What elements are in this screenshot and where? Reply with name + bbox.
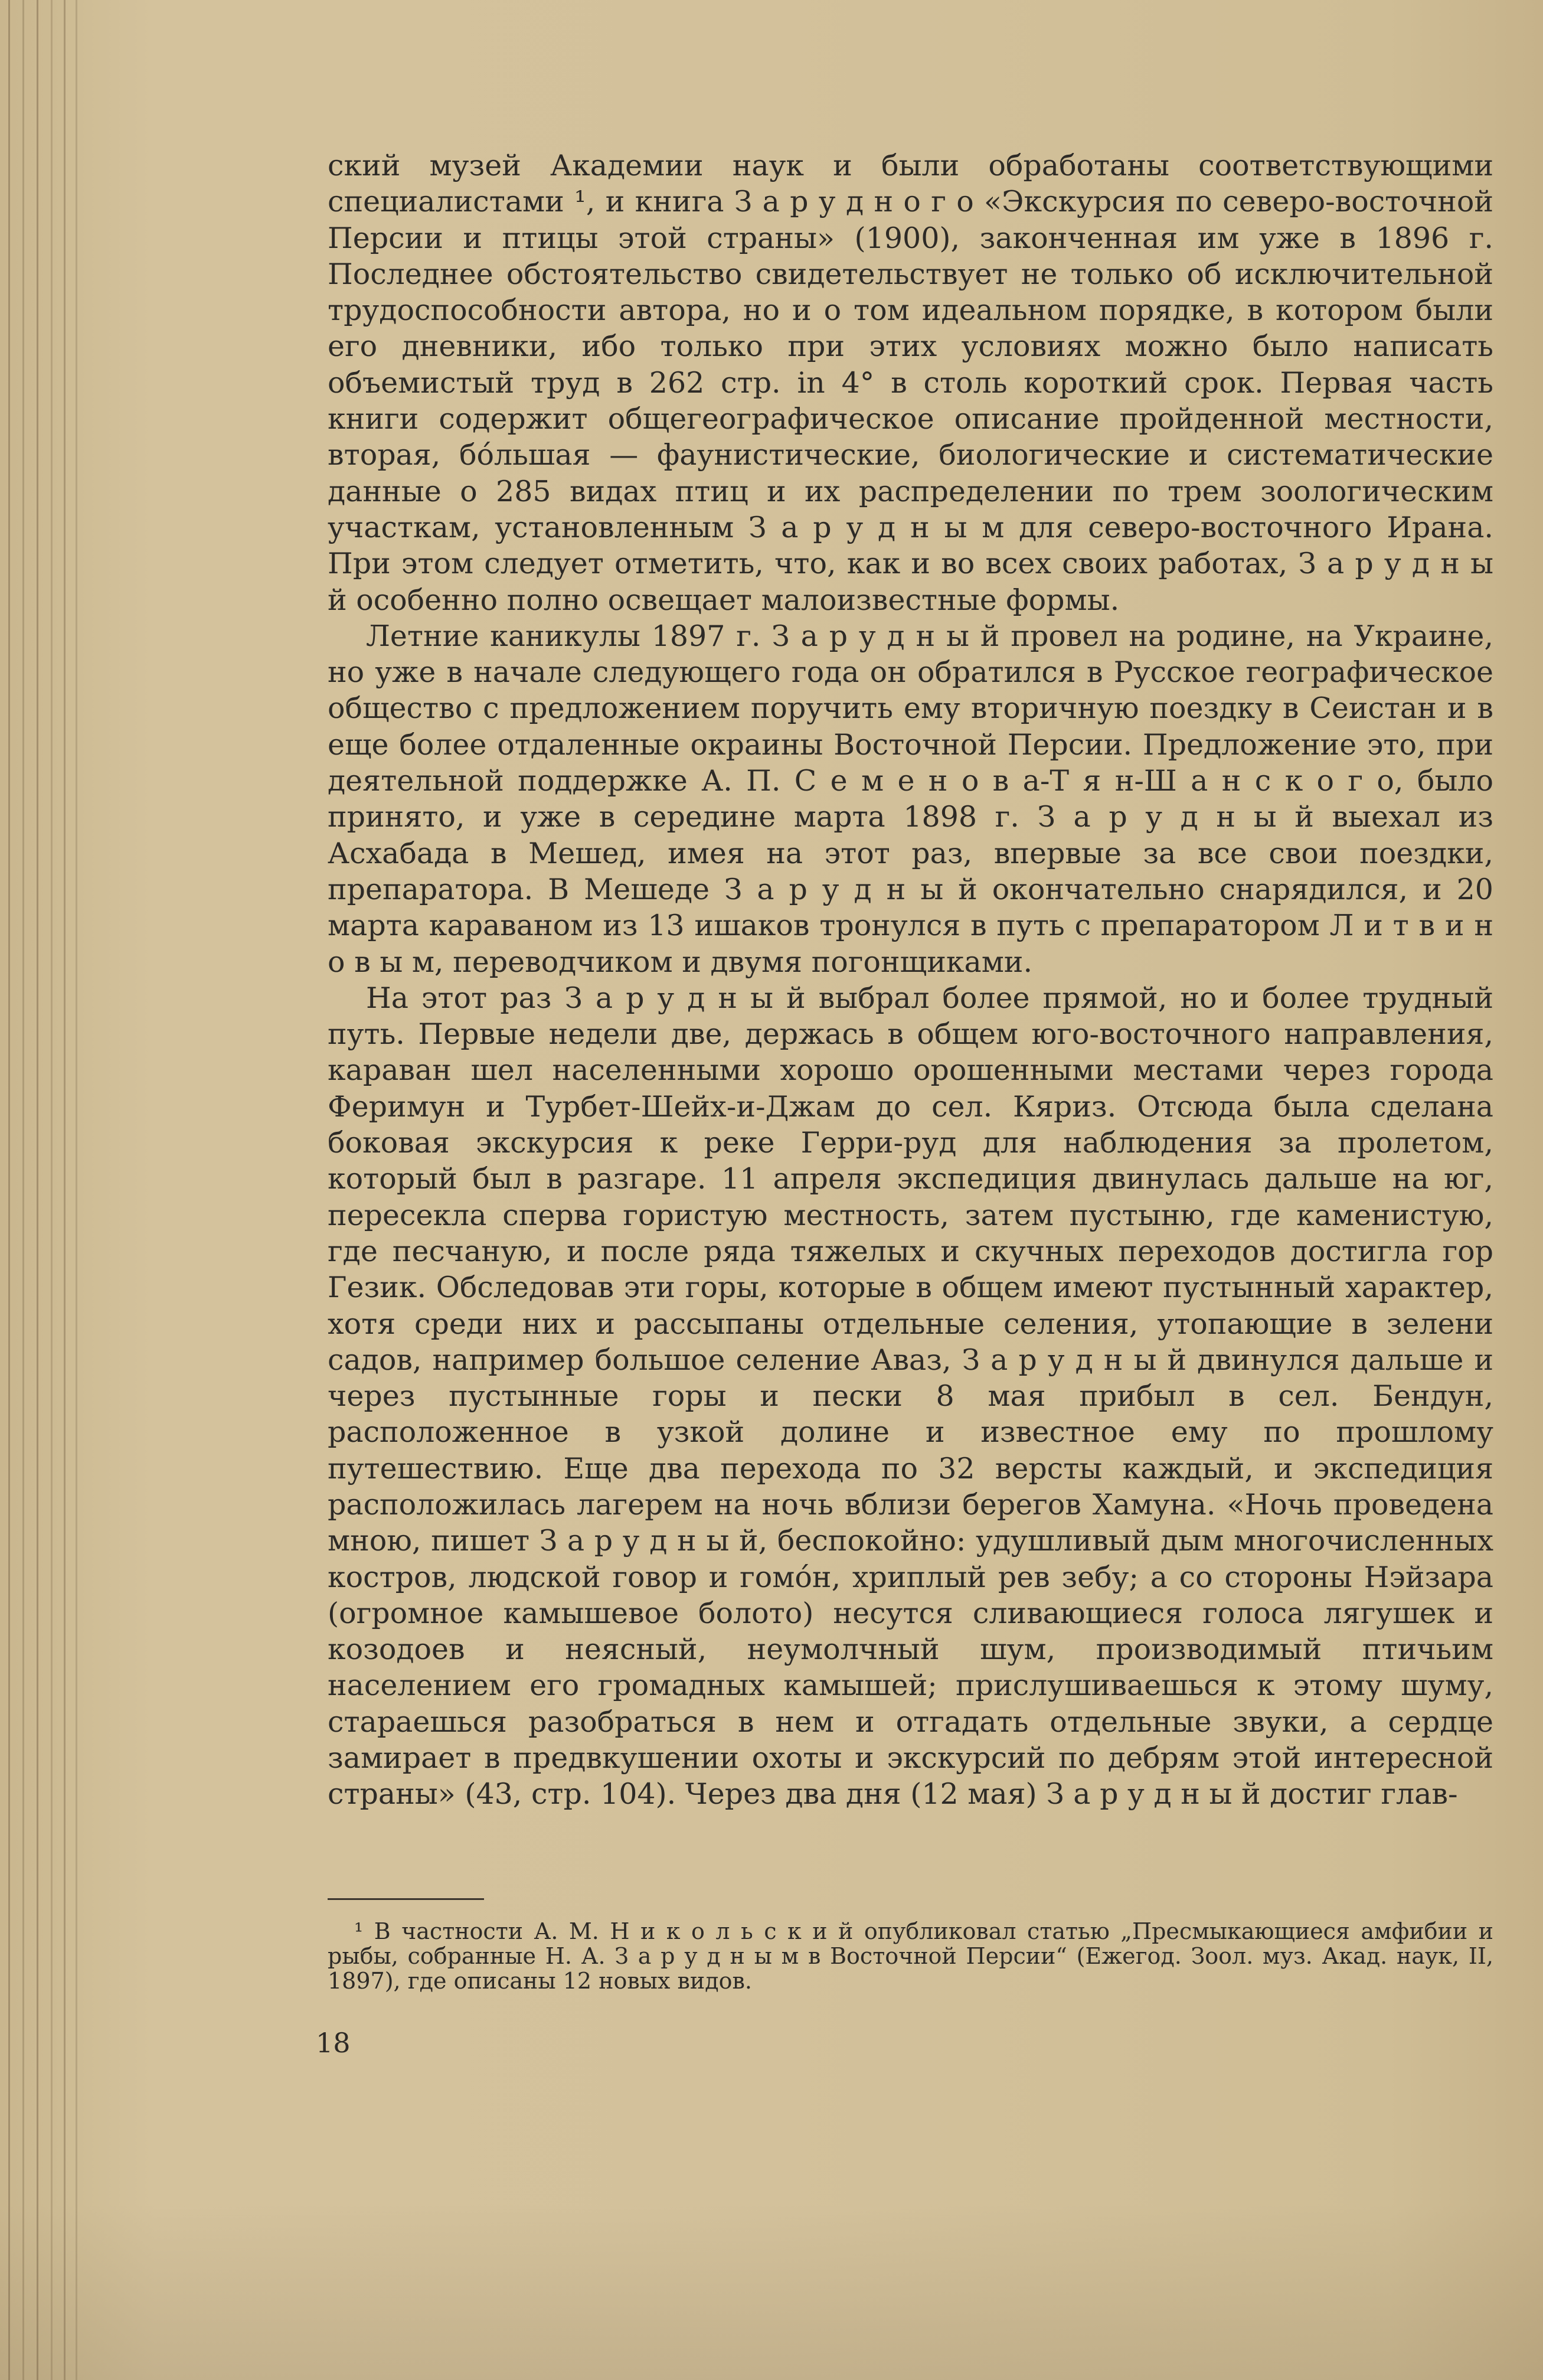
page-edge <box>51 0 53 2380</box>
footnote-text: ¹ В частности А. М. Н и к о л ь с к и й опубликовал статью „Пресмыкающиеся амфибии и рыбы, собранные Н. А. З а р у д н ы м в Восточной Персии“ (Ежегод. Зоол. муз. Акад. наук, II, 1897), где описаны 12 новых видов. <box>328 1918 1493 1994</box>
page-shadow <box>0 2203 1543 2380</box>
page-edge <box>76 0 77 2380</box>
page-edge <box>22 0 24 2380</box>
page-edge <box>8 0 10 2380</box>
page-edge <box>37 0 38 2380</box>
page-edge <box>64 0 66 2380</box>
footnote <box>328 1919 1493 1993</box>
page-number: 18 <box>316 2027 351 2059</box>
main-text <box>328 148 1493 1813</box>
paragraph: На этот раз З а р у д н ы й выбрал более прямой, но и более трудный путь. Первые недели две, держась в общем юго-восточного направления, караван шел населенными хорошо орошенными местами через города Феримун и Турбет-Шейх-и-Джам до сел. Кяриз. Отсюда была сделана боковая экскурсия к реке Герри-руд для наблюдения за пролетом, который был в разгаре. 11 апреля экспедиция двинулась дальше на юг, пересекла сперва гористую местность, затем пустыню, где каменистую, где песчаную, и после ряда тяжелых и скучных переходов достигла гор Гезик. Обследовав эти горы, которые в общем имеют пустынный характер, хотя среди них и рассыпаны отдельные селения, утопающие в зелени садов, например большое селение Аваз, З а р у д н ы й двинулся дальше и через пустынные горы и пески 8 мая прибыл в сел. Бендун, расположенное в узкой долине и известное ему по прошлому путешествию. Еще два перехода по 32 версты каждый, и экспедиция расположилась лагерем на ночь вблизи берегов Хамуна. «Ночь проведена мною, пишет З а р у д н ы й, беспокойно: удушливый дым многочисленных костров, людской говор и гомо́н, хриплый рев зебу; а со стороны Нэйзара (огромное камышевое болото) несутся сливающиеся голоса лягушек и козодоев и неясный, неумолчный шум, производимый птичьим населением его громадных камышей; прислушиваешься к этому шуму, стараешься разобраться в нем и отгадать отдельные звуки, а сердце замирает в предвкушении охоты и экскурсий по дебрям этой интересной страны» (43, стр. 104). Через два дня (12 мая) З а р у д н ы й достиг глав- <box>328 981 1493 1811</box>
footnote-divider <box>328 1898 484 1900</box>
paragraph-continued: ский музей Академии наук и были обработаны соответствующими специалистами ¹, и книга З а р у д н о г о «Экскурсия по северо-восточной Персии и птицы этой страны» (1900), законченная им уже в 1896 г. Последнее обстоятельство свидетельствует не только об исключительной трудоспособности автора, но и о том идеальном порядке, в котором были его дневники, ибо только при этих условиях можно было написать объемистый труд в 262 стр. in 4° в столь короткий срок. Первая часть книги содержит общегеографическое описание пройденной местности, вторая, бо́льшая — фаунистические, биологические и систематические данные о 285 видах птиц и их распределении по трем зоологическим участкам, установленным З а р у д н ы м для северо-восточного Ирана. При этом следует отметить, что, как и во всех своих работах, З а р у д н ы й особенно полно освещает малоизвестные формы. <box>328 149 1493 617</box>
paragraph: Летние каникулы 1897 г. З а р у д н ы й провел на родине, на Украине, но уже в начале следующего года он обратился в Русское географическое общество с предложением поручить ему вторичную поездку в Сеистан и в еще более отдаленные окраины Восточной Персии. Предложение это, при деятельной поддержке А. П. С е м е н о в а-Т я н-Ш а н с к о г о, было принято, и уже в середине марта 1898 г. З а р у д н ы й выехал из Асхабада в Мешед, имея на этот раз, впервые за все свои поездки, препаратора. В Мешеде З а р у д н ы й окончательно снарядился, и 20 марта караваном из 13 ишаков тронулся в путь с препаратором Л и т в и н о в ы м, переводчиком и двумя погонщиками. <box>328 619 1493 979</box>
